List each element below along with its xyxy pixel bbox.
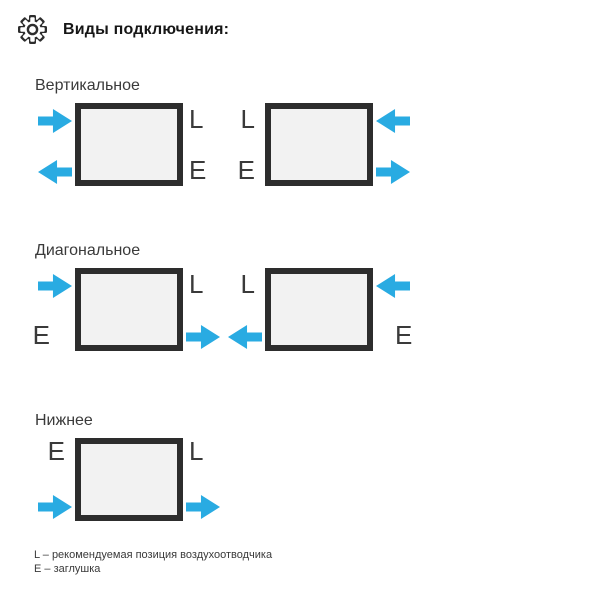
page-header — [18, 15, 229, 44]
connector-slot-left — [225, 103, 265, 186]
radiator-box — [265, 268, 373, 351]
diagram-row — [35, 103, 413, 186]
radiator-box — [75, 438, 183, 521]
connector-slot-right — [373, 103, 413, 186]
radiator-box — [265, 103, 373, 186]
legend-line-e: E – заглушка — [34, 563, 101, 575]
inlet-arrow-icon — [38, 274, 72, 298]
connector-slot-right — [183, 268, 223, 351]
section-vertical — [35, 77, 413, 186]
letter-label: E — [47, 436, 65, 466]
inlet-arrow-icon — [38, 109, 72, 133]
inlet-arrow-icon — [376, 274, 410, 298]
inlet-arrow-icon — [376, 109, 410, 133]
letter-label: E — [237, 155, 255, 185]
letter-label: E — [189, 155, 207, 185]
outlet-arrow-icon — [376, 160, 410, 184]
radiator-diagram — [35, 103, 223, 186]
letter-label: E — [32, 320, 50, 350]
letter-label: E — [395, 320, 413, 350]
outlet-arrow-icon — [186, 325, 220, 349]
section-diagonal — [32, 242, 413, 351]
letter-label: L — [189, 436, 204, 466]
connector-slot-right — [183, 103, 223, 186]
radiator-diagram — [32, 268, 223, 351]
radiator-box — [75, 268, 183, 351]
legend — [34, 548, 272, 576]
section-label: Нижнее — [35, 412, 93, 429]
page-title: Виды подключения: — [63, 20, 230, 38]
legend-line-l: L – рекомендуемая позиция воздухоотводчика — [34, 549, 273, 561]
connector-slot-left — [35, 103, 75, 186]
section-bottom — [35, 412, 223, 521]
connector-slot-right — [373, 268, 413, 351]
outlet-arrow-icon — [38, 160, 72, 184]
radiator-diagram — [35, 438, 223, 521]
radiator-diagram — [225, 268, 413, 351]
letter-label: L — [189, 269, 204, 299]
letter-label: L — [240, 104, 255, 134]
outlet-arrow-icon — [228, 325, 262, 349]
connector-slot-left — [35, 438, 75, 521]
radiator-box — [75, 103, 183, 186]
radiator-diagram — [225, 103, 413, 186]
letter-label: L — [240, 269, 255, 299]
letter-label: L — [189, 104, 204, 134]
inlet-arrow-icon — [38, 495, 72, 519]
diagram-row — [32, 268, 413, 351]
outlet-arrow-icon — [186, 495, 220, 519]
connector-slot-left — [225, 268, 265, 351]
section-label: Диагональное — [35, 242, 141, 259]
diagram-row — [35, 438, 223, 521]
gear-icon — [18, 15, 47, 44]
connector-slot-right — [183, 438, 223, 521]
connector-slot-left — [32, 268, 75, 351]
section-label: Вертикальное — [35, 77, 140, 94]
